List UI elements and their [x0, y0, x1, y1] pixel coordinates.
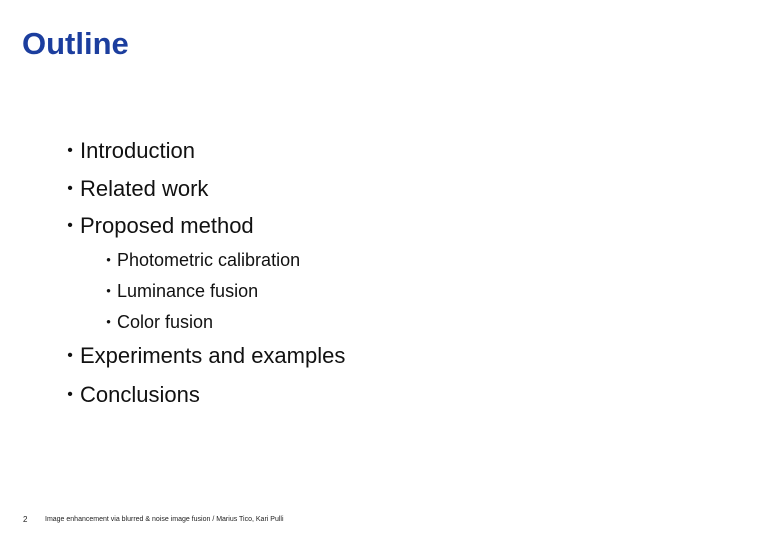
- bullet-icon: •: [106, 252, 111, 267]
- outline-item-experiments: [60, 343, 345, 369]
- outline-subitem-luminance-fusion: [100, 280, 258, 302]
- bullet-icon: •: [67, 386, 73, 403]
- outline-item-conclusions: [60, 382, 200, 408]
- bullet-icon: •: [67, 180, 73, 197]
- outline-subitem-color-fusion: [100, 311, 213, 333]
- slide-title: Outline: [22, 26, 129, 61]
- bullet-icon: •: [67, 347, 73, 364]
- outline-subitem-photometric-calibration: [100, 249, 300, 271]
- bullet-icon: •: [106, 314, 111, 329]
- outline-item-label: Luminance fusion: [117, 281, 259, 301]
- outline-item-label: Introduction: [80, 138, 195, 163]
- outline-item-related-work: [60, 176, 208, 202]
- page-number: 2: [23, 515, 28, 524]
- bullet-icon: •: [67, 142, 73, 159]
- bullet-icon: •: [67, 217, 73, 234]
- outline-item-label: Photometric calibration: [117, 250, 301, 270]
- outline-item-proposed-method: [60, 213, 254, 239]
- footer-text: Image enhancement via blurred & noise image fusion / Marius Tico, Kari Pulli: [45, 516, 284, 523]
- outline-item-introduction: [60, 138, 195, 164]
- bullet-icon: •: [106, 283, 111, 298]
- outline-item-label: Color fusion: [117, 312, 214, 332]
- outline-item-label: Proposed method: [80, 213, 254, 238]
- outline-item-label: Related work: [80, 176, 209, 201]
- outline-item-label: Experiments and examples: [80, 343, 346, 368]
- outline-item-label: Conclusions: [80, 382, 200, 407]
